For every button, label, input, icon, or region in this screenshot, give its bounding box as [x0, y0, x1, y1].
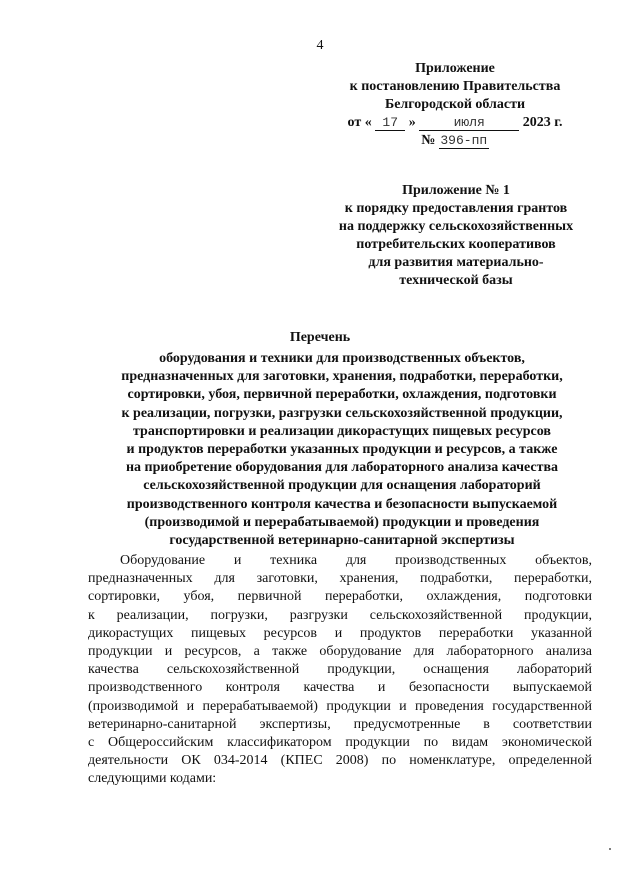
appendix-header-line: Приложение — [415, 61, 495, 76]
body-line: к реализации, погрузки, разгрузки сельскохозяйственной продукции, — [88, 607, 592, 623]
appendix-1-line: для развития материально- — [368, 255, 544, 270]
list-subtitle — [104, 350, 580, 550]
body-line: ветеринарно-санитарной экспертизы, предусмотренные в соответствии — [88, 716, 592, 732]
number-prefix: № — [421, 133, 436, 148]
appendix-number-line — [330, 132, 580, 150]
body-line: сортировки, убоя, первичной переработки, охлаждения, подготовки — [88, 589, 592, 605]
appendix-1-block — [322, 182, 590, 290]
appendix-1-line: на поддержку сельскохозяйственных — [338, 219, 574, 234]
appendix-header-line: Белгородской области — [384, 97, 526, 112]
appendix-1-line: Приложение № 1 — [402, 183, 510, 198]
appendix-header-line: к постановлению Правительства — [349, 79, 561, 94]
date-day-field: 17 — [375, 116, 405, 131]
subtitle-line: и продуктов переработки указанных продукции и ресурсов, а также — [126, 442, 558, 458]
subtitle-line: сельскохозяйственной продукции для оснащения лабораторий — [143, 478, 541, 494]
date-year: 2023 г. — [522, 115, 563, 130]
body-line: дикорастущих пищевых ресурсов и продуктов переработки указанной — [88, 625, 592, 641]
scan-speck — [609, 848, 611, 850]
date-month-field: июля — [419, 116, 519, 131]
subtitle-line: транспортировки и реализации дикорастущих пищевых ресурсов — [133, 423, 551, 439]
body-line: качества сельскохозяйственной продукции, оснащения лабораторий — [88, 662, 592, 678]
appendix-1-line: технической базы — [399, 273, 513, 288]
subtitle-line: к реализации, погрузки, разгрузки сельскохозяйственной продукции, — [121, 405, 563, 421]
body-line: деятельности ОК 034-2014 (КПЕС 2008) по номенклатуре, определенной — [88, 753, 592, 769]
document-number-field: 396-пп — [440, 133, 488, 148]
body-line: следующими кодами: — [88, 771, 217, 787]
body-line: Оборудование и техника для производственных объектов, — [120, 553, 592, 568]
page-number: 4 — [316, 38, 324, 53]
subtitle-line: (производимой и перерабатываемой) продукции и проведения — [144, 514, 540, 530]
date-prefix: от « — [347, 115, 372, 130]
subtitle-line: сортировки, убоя, первичной переработки, охлаждения, подготовки — [127, 387, 557, 403]
appendix-date-line — [330, 114, 580, 132]
list-title: Перечень — [289, 330, 351, 345]
subtitle-line: оборудования и техники для производственных объектов, — [159, 351, 525, 366]
body-paragraph — [88, 552, 592, 789]
subtitle-line: предназначенных для заготовки, хранения, подработки, переработки, — [121, 369, 563, 385]
subtitle-line: производственного контроля качества и безопасности выпускаемой — [126, 496, 558, 512]
body-line: продукции и ресурсов, а также оборудование для лабораторного анализа — [88, 644, 592, 660]
body-line: производственного контроля качества и безопасности выпускаемой — [88, 680, 592, 696]
subtitle-line: государственной ветеринарно-санитарной экспертизы — [169, 533, 515, 549]
subtitle-line: на приобретение оборудования для лабораторного анализа качества — [125, 460, 559, 476]
appendix-1-line: потребительских кооперативов — [356, 237, 556, 252]
body-line: с Общероссийским классификатором продукции по видам экономической — [88, 735, 592, 751]
body-line: предназначенных для заготовки, хранения, подработки, переработки, — [88, 571, 592, 587]
date-mid: » — [408, 115, 416, 130]
appendix-1-line: к порядку предоставления грантов — [344, 201, 568, 216]
appendix-header — [330, 60, 580, 150]
body-line: (производимой и перерабатываемой) продукции и проведения государственной — [88, 698, 592, 714]
